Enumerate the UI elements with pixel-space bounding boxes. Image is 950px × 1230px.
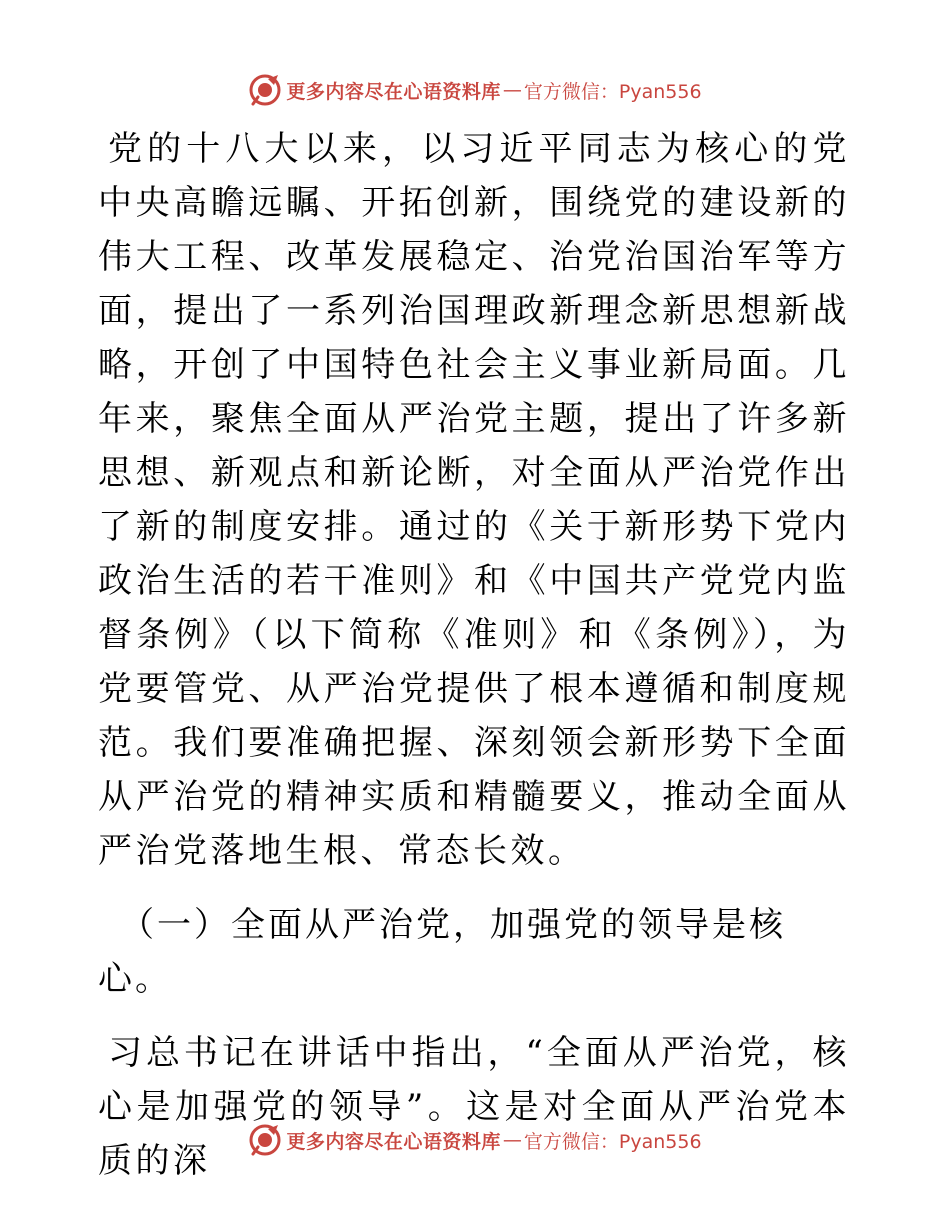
- watermark-site-text: 更多内容尽在心语资料库: [286, 1130, 501, 1153]
- document-body: [98, 122, 850, 1188]
- footer-watermark: [0, 1120, 950, 1160]
- body-paragraph-1: 党的十八大以来，以习近平同志为核心的党中央高瞻远瞩、开拓创新，围绕党的建设新的伟大工程、改革发展稳定、治党治国治军等方面，提出了一系列治国理政新理念新思想新战略，开创了中国特色社会主义事业新局面。几年来，聚焦全面从严治党主题，提出了许多新思想、新观点和新论断，对全面从严治党作出了新的制度安排。通过的《关于新形势下党内政治生活的若干准则》和《中国共产党党内监督条例》（以下简称《准则》和《条例》），为党要管党、从严治党提供了根本遵循和制度规范。我们要准确把握、深刻领会新形势下全面从严治党的精神实质和精髓要义，推动全面从严治党落地生根、常态长效。: [98, 129, 850, 871]
- brush-logo-icon: [248, 73, 282, 107]
- section-heading-1: （一）全面从严治党，加强党的领导是核心。: [98, 905, 786, 999]
- watermark-wechat-text: 官方微信：Pyan556: [523, 1130, 702, 1153]
- watermark-site-text: 更多内容尽在心语资料库: [286, 80, 501, 103]
- body-paragraph-2: 习总书记在讲话中指出，“全面从严治党，核心是加强党的领导”。这是对全面从严治党本质的深: [98, 1033, 850, 1181]
- watermark-separator: —: [502, 79, 522, 101]
- brush-logo-icon: [248, 1123, 282, 1157]
- watermark-separator: —: [502, 1129, 522, 1151]
- watermark-wechat-text: 官方微信：Pyan556: [523, 80, 702, 103]
- header-watermark: [0, 70, 950, 110]
